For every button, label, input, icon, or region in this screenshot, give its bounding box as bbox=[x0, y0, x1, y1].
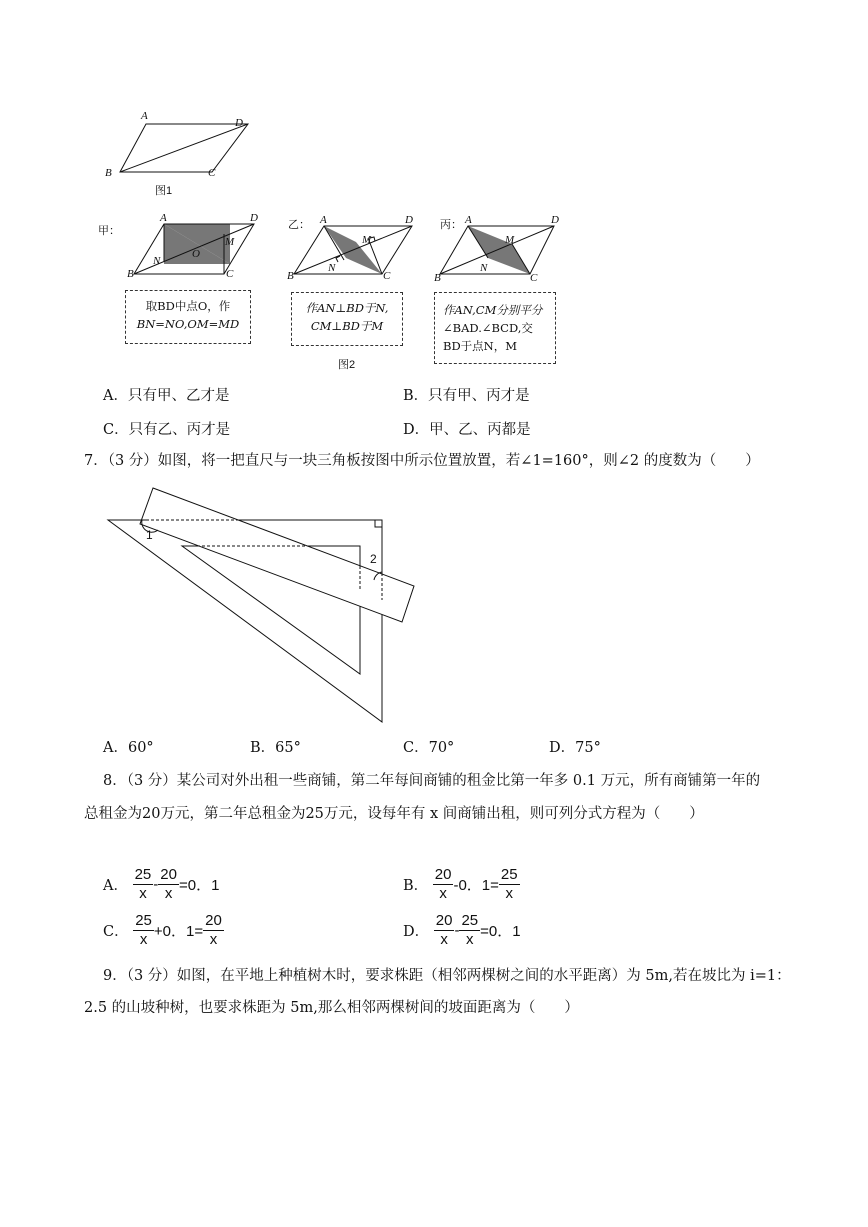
q7-option-a[interactable]: A．60° bbox=[103, 740, 154, 756]
jia-label-m: M bbox=[225, 236, 235, 248]
q8-option-a[interactable]: A． $\frac{25}{x}$ - $\frac{20}{x}$ =0．1 bbox=[103, 866, 220, 902]
yi-tag: 乙： bbox=[288, 219, 310, 231]
bing-label-n: N bbox=[480, 262, 488, 274]
yi-box-line2: CM⊥BD于M bbox=[310, 319, 384, 333]
figure-1-parallelogram bbox=[100, 108, 270, 198]
q8b-frac1: $\frac{20}{x}$ bbox=[434, 866, 452, 902]
bing-label-m: M bbox=[505, 234, 515, 246]
jia-method-box bbox=[125, 290, 251, 344]
q6-option-b[interactable]: B．只有甲、丙才是 bbox=[403, 388, 530, 404]
bing-label-d: D bbox=[551, 214, 559, 226]
jia-box-line2: BN=NO,OM=MD bbox=[136, 317, 240, 331]
jia-label-n: N bbox=[153, 255, 161, 267]
yi-label-a: A bbox=[320, 214, 327, 226]
bing-label-c: C bbox=[530, 272, 538, 284]
q7-option-b[interactable]: B．65° bbox=[250, 740, 301, 756]
jia-tag: 甲： bbox=[98, 225, 120, 237]
q8-option-d[interactable]: D． $\frac{20}{x}$ - $\frac{25}{x}$ =0．1 bbox=[403, 912, 521, 948]
figure-ruler-triangle bbox=[100, 480, 430, 730]
q6-option-a[interactable]: A．只有甲、乙才是 bbox=[103, 388, 230, 404]
bing-label-b: B bbox=[434, 272, 441, 284]
q8a-frac1: $\frac{25}{x}$ bbox=[134, 866, 152, 902]
yi-method-box bbox=[291, 292, 403, 346]
yi-label-c: C bbox=[383, 270, 391, 282]
jia-label-a: A bbox=[160, 212, 167, 224]
q8c-frac1: $\frac{25}{x}$ bbox=[135, 912, 152, 948]
fig1-caption: 图1 bbox=[155, 185, 173, 197]
q8b-letter: B． bbox=[403, 878, 429, 894]
q8-stem-line2: 总租金为20万元，第二年总租金为25万元，设每年有 x 间商铺出租，则可列分式方程为（ ） bbox=[84, 806, 704, 822]
q9-stem-line1: 9．（3 分）如图，在平地上种植树木时，要求株距（相邻两棵树之间的水平距离）为 5m,若在坡比为 i=1： bbox=[103, 968, 791, 984]
q8d-frac1: $\frac{20}{x}$ bbox=[435, 912, 453, 948]
q8-option-c[interactable]: C． $\frac{25}{x}$ +0．1= $\frac{20}{x}$ bbox=[103, 912, 222, 948]
q7-option-c[interactable]: C．70° bbox=[403, 740, 455, 756]
jia-label-b: B bbox=[127, 268, 134, 280]
fig1-label-c: C bbox=[208, 167, 216, 179]
q8a-letter: A． bbox=[103, 878, 128, 894]
jia-label-d: D bbox=[250, 212, 258, 224]
q8c-frac2: $\frac{20}{x}$ bbox=[205, 912, 222, 948]
bing-box-line1: 作AN,CM分别平分 bbox=[443, 303, 543, 317]
yi-label-d: D bbox=[405, 214, 413, 226]
fig1-label-b: B bbox=[105, 167, 112, 179]
q8-stem-line1: 8．（3 分）某公司对外出租一些商铺，第二年每间商铺的租金比第一年多 0.1 万元，所有商铺第一年的 bbox=[103, 773, 761, 789]
figure-jia bbox=[120, 212, 270, 282]
bing-box-line2: ∠BAD.∠BCD,交 bbox=[443, 321, 533, 335]
q8a-frac2: $\frac{20}{x}$ bbox=[160, 866, 177, 902]
fig1-label-a: A bbox=[141, 110, 148, 122]
q8-option-b[interactable]: B． $\frac{20}{x}$ -0．1= $\frac{25}{x}$ bbox=[403, 866, 518, 902]
q6-option-c[interactable]: C．只有乙、丙才是 bbox=[103, 422, 231, 438]
q8c-letter: C． bbox=[103, 924, 129, 940]
bing-label-a: A bbox=[465, 214, 472, 226]
q8d-letter: D． bbox=[403, 924, 430, 940]
yi-label-n: N bbox=[328, 262, 336, 274]
jia-label-c: C bbox=[226, 268, 234, 280]
q7-stem: 7．（3 分）如图，将一把直尺与一块三角板按图中所示位置放置，若∠1=160°，则∠2 的度数为（ ） bbox=[84, 453, 760, 469]
fig1-label-d: D bbox=[235, 117, 243, 129]
bing-method-box bbox=[434, 292, 556, 364]
yi-box-line1: 作AN⊥BD于N, bbox=[305, 301, 389, 315]
q6-option-d[interactable]: D．甲、乙、丙都是 bbox=[403, 422, 531, 438]
yi-label-m: M bbox=[362, 234, 372, 246]
fig2-caption: 图2 bbox=[338, 359, 356, 371]
jia-label-o: O bbox=[192, 248, 200, 260]
jia-box-line1: 取BD中点O，作 bbox=[145, 299, 231, 313]
q9-stem-line2: 2.5 的山坡种树，也要求株距为 5m,那么相邻两棵树间的坡面距离为（ ） bbox=[84, 1000, 579, 1016]
q8d-frac2: $\frac{25}{x}$ bbox=[461, 912, 479, 948]
bing-box-line3: BD于点N，M bbox=[443, 339, 518, 353]
angle-2-label: 2 bbox=[370, 552, 377, 566]
bing-tag: 丙： bbox=[440, 219, 462, 231]
yi-label-b: B bbox=[287, 270, 294, 282]
q8b-frac2: $\frac{25}{x}$ bbox=[500, 866, 518, 902]
angle-1-label: 1 bbox=[146, 528, 153, 542]
q7-option-d[interactable]: D．75° bbox=[549, 740, 601, 756]
